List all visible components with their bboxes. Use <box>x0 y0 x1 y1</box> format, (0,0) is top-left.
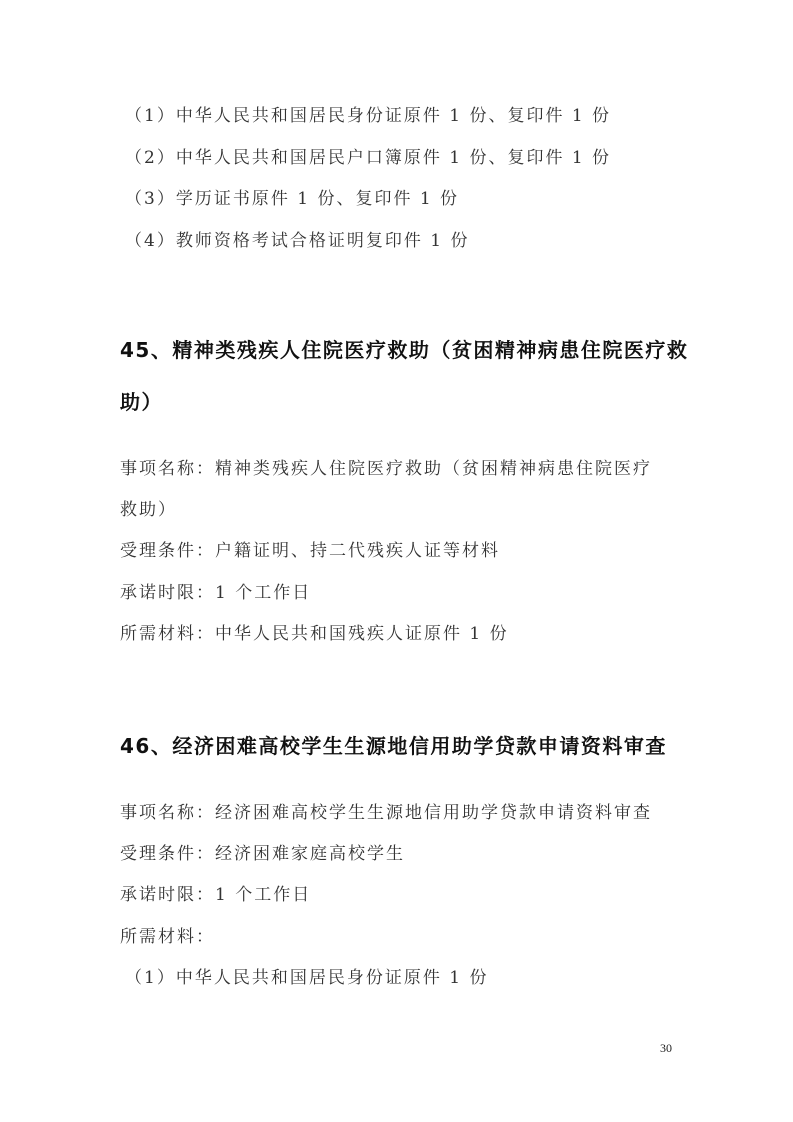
material-item-4: （4）教师资格考试合格证明复印件 1 份 <box>125 231 470 251</box>
section-45-item-name-line2: 救助） <box>120 500 177 520</box>
section-46-item-name: 事项名称：经济困难高校学生生源地信用助学贷款申请资料审查 <box>120 803 652 823</box>
section-46-time-limit: 承诺时限：1 个工作日 <box>120 885 312 905</box>
section-46-title: 46、经济困难高校学生生源地信用助学贷款申请资料审查 <box>120 734 667 758</box>
section-45-title-line1: 45、精神类残疾人住院医疗救助（贫困精神病患住院医疗救 <box>120 338 689 362</box>
material-item-2: （2）中华人民共和国居民户口簿原件 1 份、复印件 1 份 <box>125 148 612 168</box>
section-46-materials-label: 所需材料： <box>120 927 215 947</box>
section-45-time-limit: 承诺时限：1 个工作日 <box>120 583 312 603</box>
page-number: 30 <box>660 1041 672 1055</box>
section-45-conditions: 受理条件：户籍证明、持二代残疾人证等材料 <box>120 541 500 561</box>
section-46-conditions: 受理条件：经济困难家庭高校学生 <box>120 844 405 864</box>
section-45-title-line2: 助） <box>120 390 163 414</box>
section-45-materials: 所需材料：中华人民共和国残疾人证原件 1 份 <box>120 624 509 644</box>
material-item-1: （1）中华人民共和国居民身份证原件 1 份、复印件 1 份 <box>125 106 612 126</box>
material-item-3: （3）学历证书原件 1 份、复印件 1 份 <box>125 189 460 209</box>
section-46-material-item-1: （1）中华人民共和国居民身份证原件 1 份 <box>125 968 489 988</box>
section-45-item-name-line1: 事项名称：精神类残疾人住院医疗救助（贫困精神病患住院医疗 <box>120 459 652 479</box>
